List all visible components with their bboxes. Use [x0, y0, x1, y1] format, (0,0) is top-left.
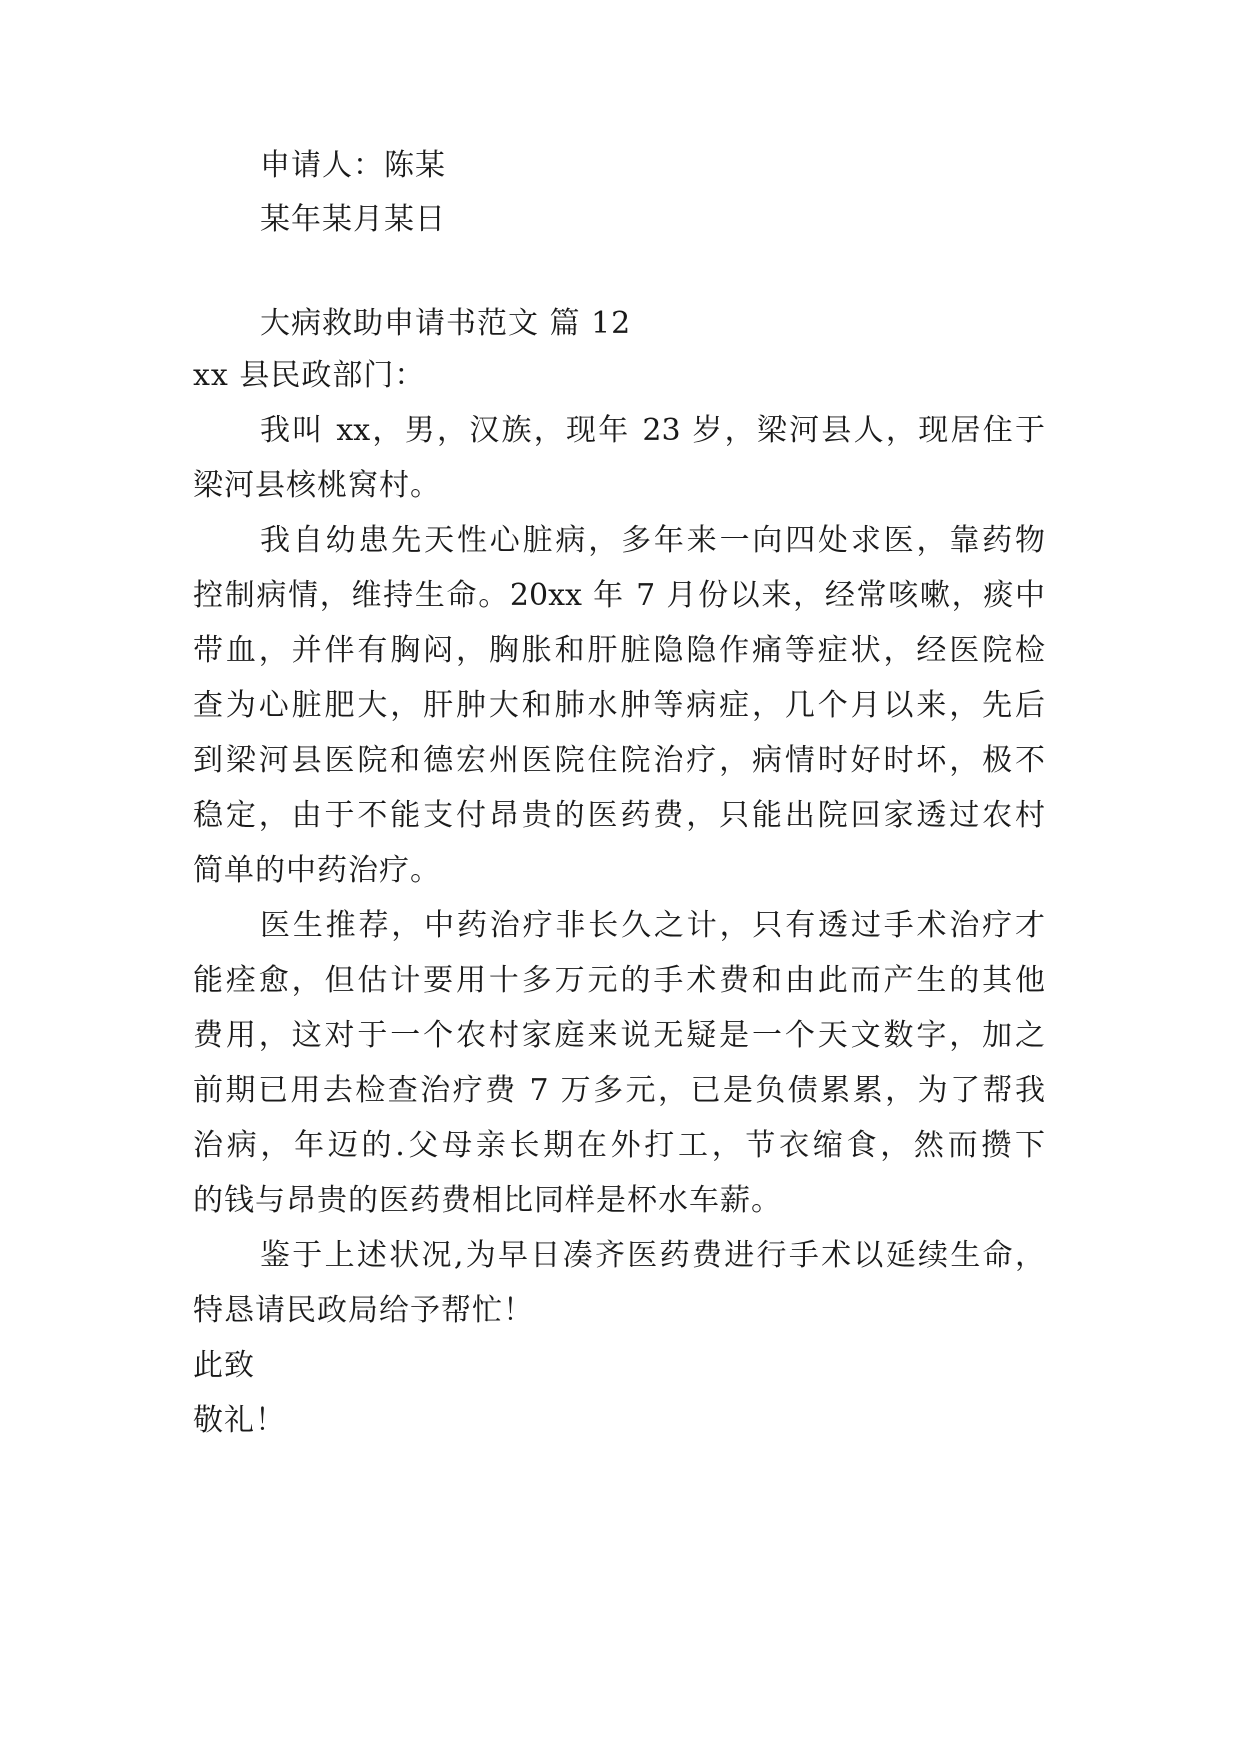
paragraph-line: 稳定，由于不能支付昂贵的医药费，只能出院回家透过农村 [193, 798, 1045, 833]
paragraph-line: 费用，这对于一个农村家庭来说无疑是一个天文数字，加之 [193, 1018, 1045, 1053]
paragraph-line: 特恳请民政局给予帮忙！ [193, 1293, 534, 1328]
paragraph-line: 带血，并伴有胸闷，胸胀和肝脏隐隐作痛等症状，经医院检 [193, 633, 1045, 668]
paragraph-line: 到梁河县医院和德宏州医院住院治疗，病情时好时坏，极不 [193, 743, 1045, 778]
signature-date: 某年某月某日 [260, 202, 446, 237]
paragraph-line: 前期已用去检查治疗费 7 万多元，已是负债累累，为了帮我 [193, 1073, 1045, 1108]
paragraph-line: 查为心脏肥大，肝肿大和肺水肿等病症，几个月以来，先后 [193, 688, 1045, 723]
paragraph-line: 能痊愈，但估计要用十多万元的手术费和由此而产生的其他 [193, 963, 1045, 998]
paragraph-line: 医生推荐，中药治疗非长久之计，只有透过手术治疗才 [260, 908, 1045, 943]
paragraph-line: 我自幼患先天性心脏病，多年来一向四处求医，靠药物 [260, 523, 1045, 558]
paragraph-line: 治病，年迈的.父母亲长期在外打工，节衣缩食，然而攒下 [193, 1128, 1045, 1163]
paragraph-line: 的钱与昂贵的医药费相比同样是杯水车薪。 [193, 1183, 782, 1218]
applicant-signature: 申请人：陈某 [260, 148, 446, 183]
paragraph-line: 简单的中药治疗。 [193, 853, 441, 888]
article-title: 大病救助申请书范文 篇 12 [260, 306, 632, 341]
closing-phrase: 此致 [193, 1348, 255, 1383]
salutation: xx 县民政部门： [193, 358, 426, 393]
paragraph-line: 梁河县核桃窝村。 [193, 468, 441, 503]
paragraph-line: 鉴于上述状况,为早日凑齐医药费进行手术以延续生命， [260, 1238, 1045, 1273]
paragraph-line: 控制病情，维持生命。20xx 年 7 月份以来，经常咳嗽，痰中 [193, 578, 1045, 613]
paragraph-line: 我叫 xx，男，汉族，现年 23 岁，梁河县人，现居住于 [260, 413, 1045, 448]
regards-phrase: 敬礼！ [193, 1403, 286, 1438]
